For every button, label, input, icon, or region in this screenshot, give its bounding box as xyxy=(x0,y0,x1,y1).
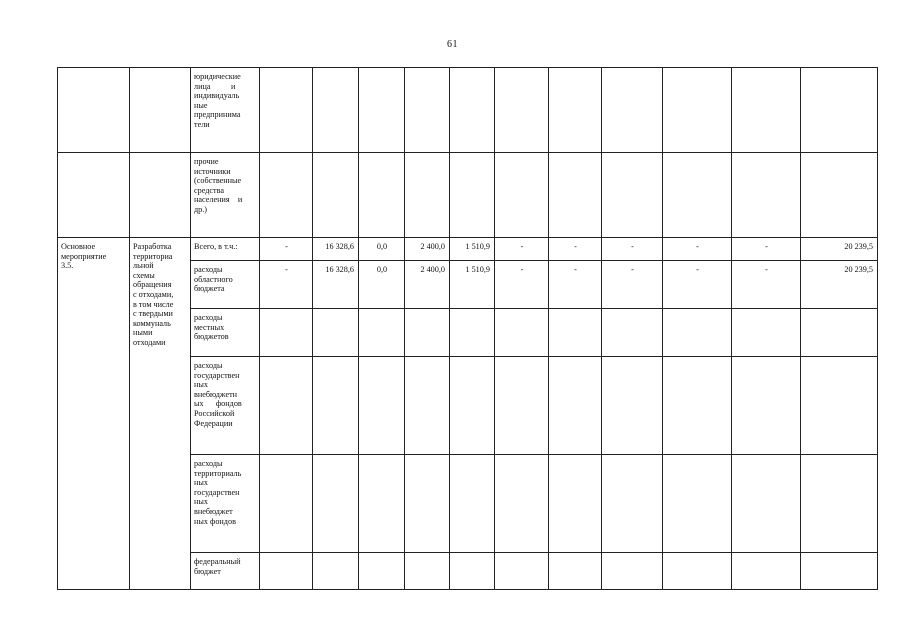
value-cell: - xyxy=(495,261,549,309)
cell-line: Разработка xyxy=(133,242,172,251)
cell-line: населения и xyxy=(194,195,243,205)
empty-cell xyxy=(130,68,191,153)
value-cell xyxy=(732,153,801,238)
value-cell xyxy=(602,357,663,455)
cell-line: предпринима xyxy=(194,110,241,120)
funding-source-cell xyxy=(191,68,260,153)
value-cell xyxy=(359,455,405,553)
value-cell xyxy=(801,455,878,553)
value-cell xyxy=(663,153,732,238)
cell-line: Федерации xyxy=(194,418,233,428)
value-cell: 20 239,5 xyxy=(801,238,878,261)
cell-line: бюджетов xyxy=(194,332,229,342)
activity-name-cell xyxy=(58,238,130,590)
value-cell xyxy=(313,68,359,153)
value-cell xyxy=(405,553,450,590)
funding-source-cell xyxy=(191,309,260,357)
value-cell: - xyxy=(549,238,602,261)
value-cell xyxy=(405,153,450,238)
cell-line: территориаль xyxy=(194,468,242,478)
value-cell xyxy=(663,68,732,153)
value-cell xyxy=(450,68,495,153)
value-cell xyxy=(450,309,495,357)
cell-line: индивидуаль xyxy=(194,91,240,101)
cell-line: в том числе xyxy=(133,299,174,309)
cell-line: отходами xyxy=(133,337,166,347)
value-cell xyxy=(663,357,732,455)
value-cell xyxy=(732,309,801,357)
value-cell xyxy=(450,357,495,455)
value-cell: - xyxy=(732,238,801,261)
funding-source-cell xyxy=(191,153,260,238)
value-cell xyxy=(549,153,602,238)
value-cell xyxy=(495,553,549,590)
empty-cell xyxy=(58,68,130,153)
value-cell xyxy=(732,455,801,553)
cell-line: ных xyxy=(194,497,208,507)
activity-description-cell xyxy=(130,238,191,590)
funding-source-cell xyxy=(191,553,260,590)
value-cell: 16 328,6 xyxy=(313,261,359,309)
table-row xyxy=(58,238,878,261)
cell-line: (собственные xyxy=(194,176,242,186)
value-cell xyxy=(801,357,878,455)
value-cell xyxy=(405,309,450,357)
value-cell xyxy=(495,153,549,238)
cell-line: расходы xyxy=(194,265,223,274)
cell-line: местных xyxy=(194,322,225,332)
value-cell xyxy=(313,309,359,357)
value-cell: 2 400,0 xyxy=(405,261,450,309)
cell-line: схемы xyxy=(133,270,155,280)
value-cell: - xyxy=(663,238,732,261)
value-cell xyxy=(313,553,359,590)
value-cell xyxy=(602,309,663,357)
value-cell xyxy=(495,357,549,455)
value-cell xyxy=(359,68,405,153)
value-cell xyxy=(549,553,602,590)
cell-line: бюджета xyxy=(194,284,225,294)
cell-line: средства xyxy=(194,185,225,195)
value-cell: - xyxy=(602,261,663,309)
value-cell: 1 510,9 xyxy=(450,261,495,309)
value-cell xyxy=(359,553,405,590)
cell-line: Всего, в т.ч.: xyxy=(194,242,238,251)
value-cell xyxy=(602,153,663,238)
value-cell: 2 400,0 xyxy=(405,238,450,261)
cell-line: др.) xyxy=(194,204,208,214)
value-cell xyxy=(549,309,602,357)
value-cell: - xyxy=(260,261,313,309)
value-cell: 0,0 xyxy=(359,238,405,261)
table-row xyxy=(58,153,878,238)
cell-line: ными xyxy=(133,328,153,338)
value-cell xyxy=(260,455,313,553)
value-cell xyxy=(450,455,495,553)
cell-line: Российской xyxy=(194,408,235,418)
cell-line: коммуналь xyxy=(133,318,171,328)
value-cell xyxy=(602,553,663,590)
value-cell: 1 510,9 xyxy=(450,238,495,261)
cell-line: ных xyxy=(194,380,208,390)
value-cell xyxy=(313,357,359,455)
value-cell: - xyxy=(732,261,801,309)
value-cell xyxy=(260,153,313,238)
value-cell xyxy=(663,309,732,357)
cell-line: расходы xyxy=(194,313,223,322)
cell-line: обращения xyxy=(133,280,172,290)
cell-line: ых фондов xyxy=(194,399,242,409)
cell-line: бюджет xyxy=(194,566,221,576)
value-cell xyxy=(495,68,549,153)
value-cell xyxy=(260,68,313,153)
value-cell xyxy=(405,357,450,455)
funding-source-cell xyxy=(191,261,260,309)
value-cell xyxy=(602,68,663,153)
value-cell xyxy=(732,68,801,153)
cell-line: государствен xyxy=(194,487,240,497)
budget-table xyxy=(57,67,878,590)
cell-line: тели xyxy=(194,119,210,129)
value-cell xyxy=(732,357,801,455)
cell-line: расходы xyxy=(194,459,223,468)
cell-line: внебюджет xyxy=(194,506,233,516)
value-cell xyxy=(260,553,313,590)
value-cell xyxy=(663,553,732,590)
value-cell: - xyxy=(495,238,549,261)
value-cell xyxy=(313,455,359,553)
value-cell: 16 328,6 xyxy=(313,238,359,261)
cell-line: внебюджетн xyxy=(194,389,238,399)
value-cell xyxy=(549,455,602,553)
value-cell xyxy=(260,357,313,455)
value-cell xyxy=(602,455,663,553)
value-cell xyxy=(549,357,602,455)
cell-line: территориа xyxy=(133,251,173,261)
table-row xyxy=(58,68,878,153)
cell-line: лица и xyxy=(194,81,236,91)
value-cell xyxy=(495,309,549,357)
value-cell: 20 239,5 xyxy=(801,261,878,309)
value-cell xyxy=(313,153,359,238)
value-cell xyxy=(801,553,878,590)
funding-source-cell xyxy=(191,238,260,261)
value-cell xyxy=(450,153,495,238)
value-cell xyxy=(549,68,602,153)
value-cell xyxy=(801,153,878,238)
cell-line: Основное xyxy=(61,242,96,251)
cell-line: юридические xyxy=(194,72,241,81)
value-cell xyxy=(801,309,878,357)
cell-line: ных xyxy=(194,478,208,488)
page-number: 61 xyxy=(447,39,458,50)
value-cell xyxy=(801,68,878,153)
cell-line: расходы xyxy=(194,361,223,370)
cell-line: с отходами, xyxy=(133,289,174,299)
value-cell xyxy=(405,68,450,153)
empty-cell xyxy=(58,153,130,238)
value-cell xyxy=(359,153,405,238)
empty-cell xyxy=(130,153,191,238)
value-cell xyxy=(495,455,549,553)
cell-line: источники xyxy=(194,166,231,176)
value-cell: 0,0 xyxy=(359,261,405,309)
value-cell: - xyxy=(260,238,313,261)
cell-line: федеральный xyxy=(194,557,241,566)
value-cell xyxy=(663,455,732,553)
funding-source-cell xyxy=(191,455,260,553)
cell-line: ных фондов xyxy=(194,516,236,526)
funding-source-cell xyxy=(191,357,260,455)
cell-line: прочие xyxy=(194,157,219,166)
value-cell: - xyxy=(602,238,663,261)
value-cell: - xyxy=(549,261,602,309)
value-cell xyxy=(450,553,495,590)
cell-line: государствен xyxy=(194,370,240,380)
value-cell xyxy=(405,455,450,553)
cell-line: 3.5. xyxy=(61,261,74,271)
cell-line: с твердыми xyxy=(133,309,173,319)
cell-line: областного xyxy=(194,274,233,284)
value-cell xyxy=(359,357,405,455)
cell-line: льной xyxy=(133,261,154,271)
value-cell xyxy=(359,309,405,357)
cell-line: мероприятие xyxy=(61,251,107,261)
cell-line: ные xyxy=(194,100,208,110)
value-cell xyxy=(732,553,801,590)
value-cell: - xyxy=(663,261,732,309)
value-cell xyxy=(260,309,313,357)
